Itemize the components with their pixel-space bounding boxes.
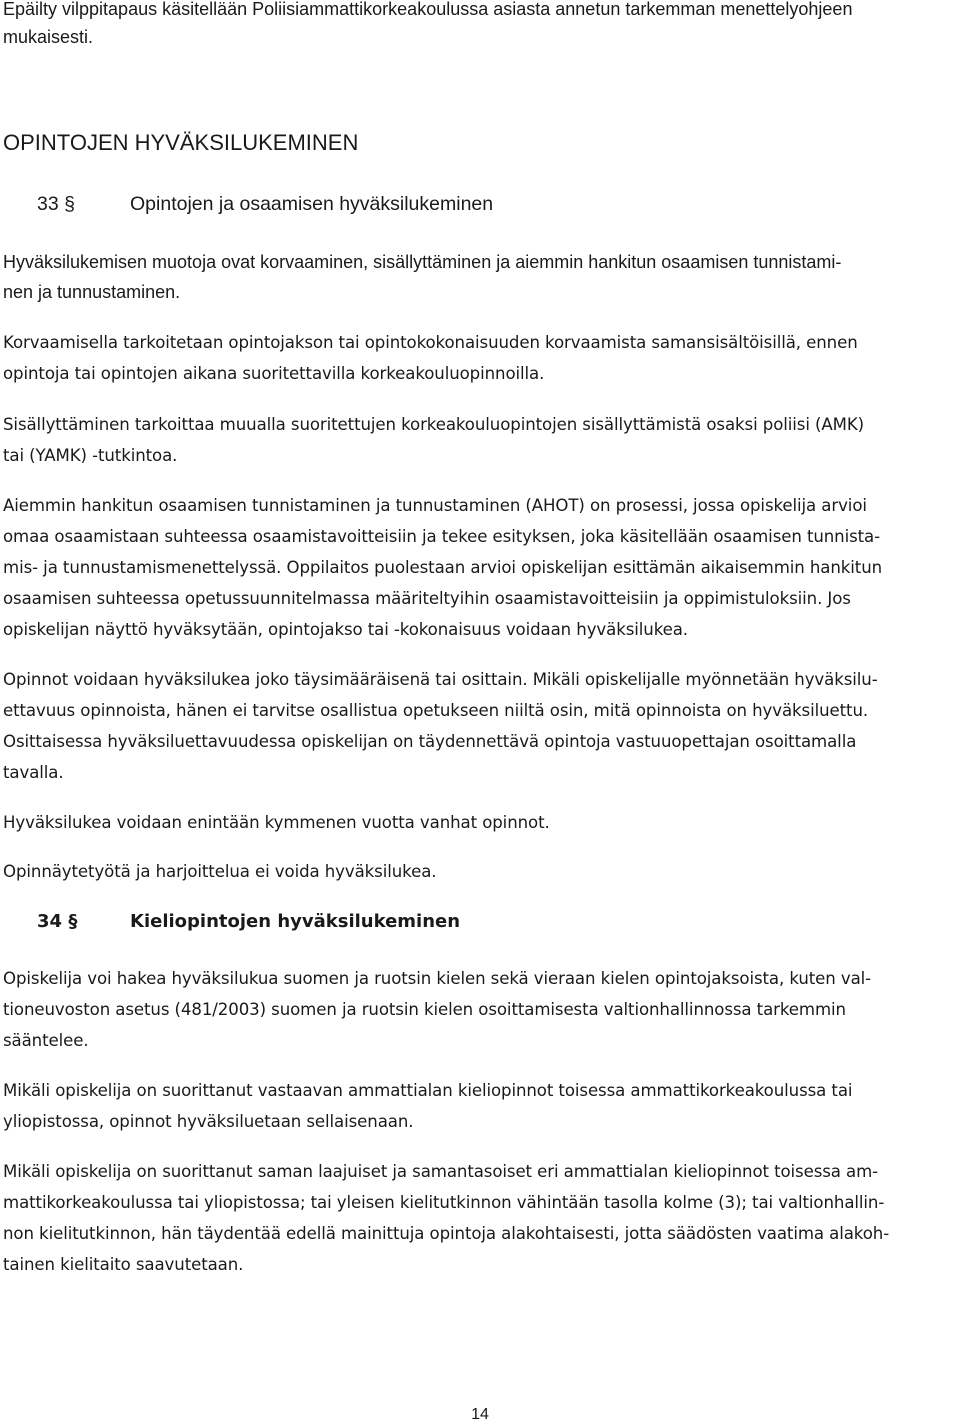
s34-p1-line-1: Opiskelija voi hakea hyväksilukua suomen ja ruotsin kielen sekä vieraan kielen opintojaksoista, kuten val- [3, 969, 872, 988]
s33-p1-line-1: Hyväksilukemisen muotoja ovat korvaaminen, sisällyttäminen ja aiemmin hankitun osaamisen tunnistami- [3, 252, 842, 272]
s33-p2-line-2: opintoja tai opintojen aikana suoritettavilla korkeakouluopinnoilla. [3, 364, 545, 383]
s34-p3-line-1: Mikäli opiskelija on suorittanut saman laajuiset ja samantasoiset eri ammattialan kieliopinnot toisessa am- [3, 1162, 879, 1181]
s33-p3-line-1: Sisällyttäminen tarkoittaa muualla suoritettujen korkeakouluopintojen sisällyttämistä osaksi poliisi (AMK) [3, 415, 865, 434]
section-33-number: 33 § [37, 193, 75, 215]
s34-p1-line-3: sääntelee. [3, 1031, 89, 1050]
s33-p4-line-2: omaa osaamistaan suhteessa osaamistavoitteisiin ja tekee esityksen, joka käsitellään osaamisen tunnista- [3, 527, 881, 546]
section-34-heading [0, 909, 960, 937]
s34-p3-line-2: mattikorkeakoulussa tai yliopistossa; tai yleisen kielitutkinnon vähintään tasolla kolme (3); tai valtionhallin- [3, 1193, 885, 1212]
s33-p5-line-1: Opinnot voidaan hyväksilukea joko täysimääräisenä tai osittain. Mikäli opiskelijalle myönnetään hyväksilu- [3, 670, 878, 689]
s34-p1-line-2: tioneuvoston asetus (481/2003) suomen ja ruotsin kielen osoittamisesta valtionhallinnossa tarkemmin [3, 1000, 846, 1019]
chapter-title: OPINTOJEN HYVÄKSILUKEMINEN [3, 130, 359, 155]
s33-p6-line-1: Hyväksilukea voidaan enintään kymmenen vuotta vanhat opinnot. [3, 813, 550, 832]
s33-p4-line-1: Aiemmin hankitun osaamisen tunnistaminen ja tunnustaminen (AHOT) on prosessi, jossa opiskelija arvioi [3, 496, 867, 515]
section-33-title: Opintojen ja osaamisen hyväksilukeminen [130, 193, 494, 215]
s33-p5-line-4: tavalla. [3, 763, 64, 782]
s33-p7-line-1: Opinnäytetyötä ja harjoittelua ei voida hyväksilukea. [3, 862, 437, 881]
s34-p2-line-2: yliopistossa, opinnot hyväksiluetaan sellaisenaan. [3, 1112, 414, 1131]
s33-p2-line-1: Korvaamisella tarkoitetaan opintojakson tai opintokokonaisuuden korvaamista samansisältöisillä, ennen [3, 333, 858, 352]
intro-line-1: Epäilty vilppitapaus käsitellään Poliisiammattikorkeakoulussa asiasta annetun tarkemman menettelyohjeen [3, 0, 853, 19]
s33-p4-line-5: opiskelijan näyttö hyväksytään, opintojakso tai -kokonaisuus voidaan hyväksilukea. [3, 620, 688, 639]
section-33-heading [0, 191, 960, 219]
s33-p5-line-3: Osittaisessa hyväksiluettavuudessa opiskelijan on täydennettävä opintoja vastuuopettajan osoittamalla [3, 732, 857, 751]
s34-p3-line-3: non kielitutkinnon, hän täydentää edellä mainittuja opintoja alakohtaisesti, jotta säädösten vaatima alakoh- [3, 1224, 890, 1243]
s33-p3-line-2: tai (YAMK) -tutkintoa. [3, 446, 178, 465]
s33-p1-line-2: nen ja tunnustaminen. [3, 282, 181, 302]
intro-line-2: mukaisesti. [3, 27, 94, 47]
section-34-number: 34 § [37, 911, 78, 932]
s34-p3-line-4: tainen kielitaito saavutetaan. [3, 1255, 244, 1274]
section-34-title: Kieliopintojen hyväksilukeminen [130, 911, 461, 932]
s34-p2-line-1: Mikäli opiskelija on suorittanut vastaavan ammattialan kieliopinnot toisessa ammattikorkeakoulussa tai [3, 1081, 853, 1100]
s33-p5-line-2: ettavuus opinnoista, hänen ei tarvitse osallistua opetukseen niiltä osin, mitä opinnoista on hyväksiluettu. [3, 701, 869, 720]
page-number: 14 [471, 1406, 489, 1423]
s33-p4-line-3: mis- ja tunnustamismenettelyssä. Oppilaitos puolestaan arvioi opiskelijan esittämän aikaisemmin hankitun [3, 558, 883, 577]
s33-p4-line-4: osaamisen suhteessa opetussuunnitelmassa määriteltyihin osaamistavoitteisiin ja oppimistuloksiin. Jos [3, 589, 851, 608]
